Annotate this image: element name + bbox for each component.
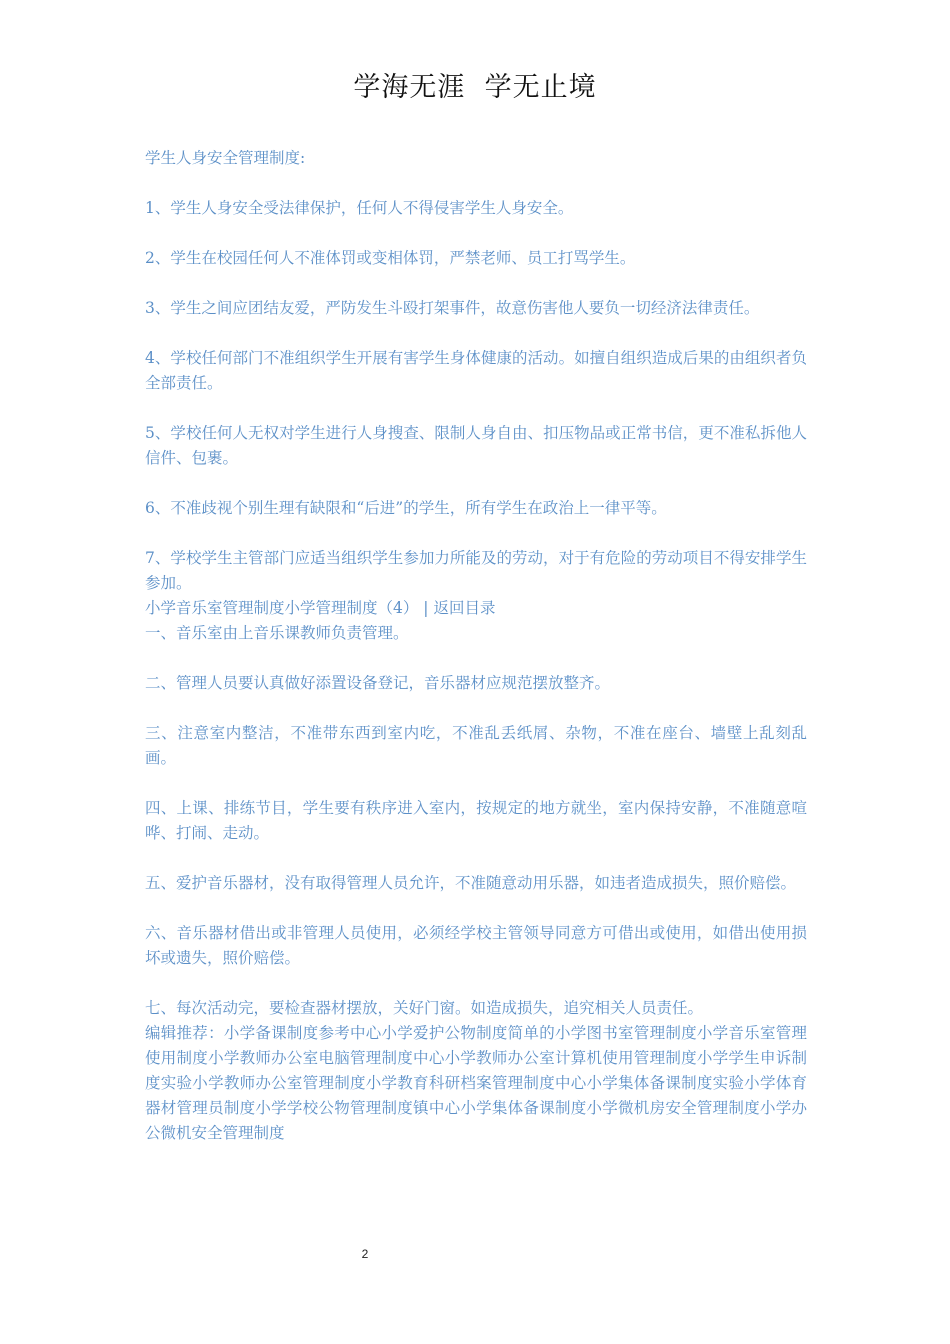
page-header-title: 学海无涯 学无止境 bbox=[353, 72, 597, 103]
rule-item: 3、学生之间应团结友爱，严防发生斗殴打架事件，故意伤害他人要负一切经济法律责任。 bbox=[145, 299, 760, 317]
rule-item: 二、管理人员要认真做好添置设备登记，音乐器材应规范摆放整齐。 bbox=[145, 674, 611, 692]
section-heading: 学生人身安全管理制度: bbox=[145, 149, 306, 167]
rule-item: 三、注意室内整洁，不准带东西到室内吃，不准乱丢纸屑、杂物，不准在座台、墙壁上乱刻乱画。 bbox=[145, 724, 807, 767]
rule-item: 1、学生人身安全受法律保护，任何人不得侵害学生人身安全。 bbox=[145, 199, 574, 217]
rule-item: 四、上课、排练节目，学生要有秩序进入室内，按规定的地方就坐，室内保持安静，不准随意喧哗、打闹、走动。 bbox=[145, 799, 807, 842]
rule-item: 7、学校学生主管部门应适当组织学生参加力所能及的劳动，对于有危险的劳动项目不得安排学生参加。 bbox=[145, 549, 807, 592]
section-heading-link[interactable]: 小学音乐室管理制度小学管理制度（4） | 返回目录 bbox=[145, 599, 496, 617]
rule-item: 一、音乐室由上音乐课教师负责管理。 bbox=[145, 624, 409, 642]
page-number: 2 bbox=[361, 1247, 369, 1261]
rule-item: 6、不准歧视个别生理有缺限和“后进”的学生，所有学生在政治上一律平等。 bbox=[145, 499, 667, 517]
rule-item: 七、每次活动完，要检查器材摆放，关好门窗。如造成损失，追究相关人员责任。 bbox=[145, 999, 704, 1017]
document-body bbox=[145, 146, 807, 1146]
rule-item: 五、爱护音乐器材，没有取得管理人员允许，不准随意动用乐器，如违者造成损失，照价赔偿。 bbox=[145, 874, 797, 892]
rule-item: 2、学生在校园任何人不准体罚或变相体罚，严禁老师、员工打骂学生。 bbox=[145, 249, 636, 267]
rule-item: 4、学校任何部门不准组织学生开展有害学生身体健康的活动。如擅自组织造成后果的由组织者负全部责任。 bbox=[145, 349, 807, 392]
rule-item: 六、音乐器材借出或非管理人员使用，必须经学校主管领导同意方可借出或使用，如借出使用损坏或遗失，照价赔偿。 bbox=[145, 924, 807, 967]
editor-recommendation[interactable]: 编辑推荐：小学备课制度参考中心小学爱护公物制度简单的小学图书室管理制度小学音乐室管理使用制度小学教师办公室电脑管理制度中心小学教师办公室计算机使用管理制度小学学生申诉制度实验小学教师办公室管理制度小学教育科研档案管理制度中心小学集体备课制度实验小学体育器材管理员制度小学学校公物管理制度镇中心小学集体备课制度小学微机房安全管理制度小学办公微机安全管理制度 bbox=[145, 1024, 807, 1142]
rule-item: 5、学校任何人无权对学生进行人身搜查、限制人身自由、扣压物品或正常书信，更不准私拆他人信件、包裹。 bbox=[145, 424, 807, 467]
